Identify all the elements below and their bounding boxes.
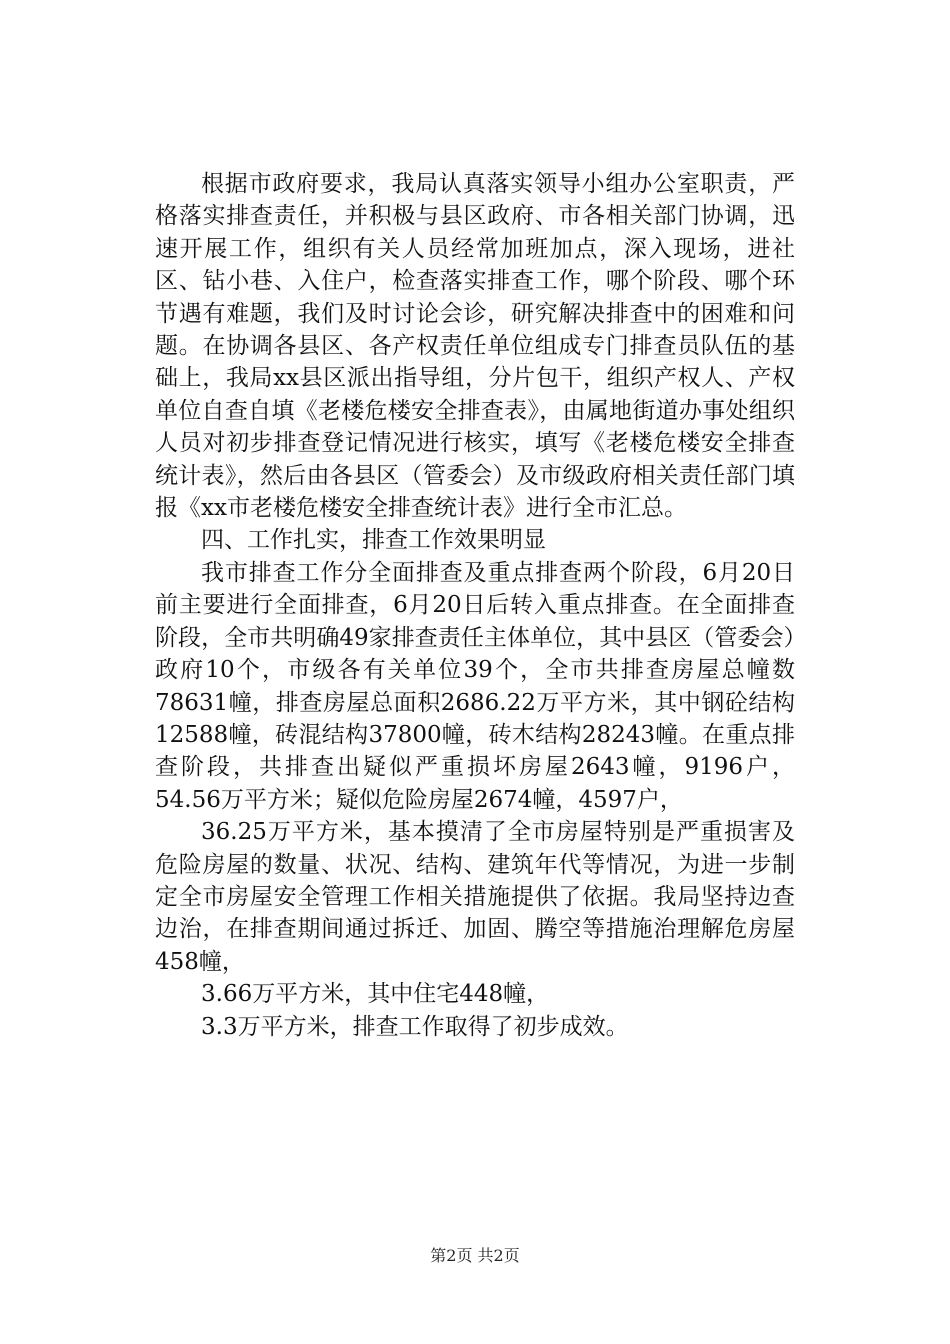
section-heading: 四、工作扎实，排查工作效果明显 (201, 527, 546, 554)
paragraph-results: 36.25万平方米，基本摸清了全市房屋特别是严重损害及危险房屋的数量、状况、结构、建筑年代等情况，为进一步制定全市房屋安全管理工作相关措施提供了依据。我局坚持边查边治，在排查期间通过拆迁、加固、腾空等措施治理解危房屋458幢， (155, 819, 795, 975)
paragraph-inspection-stages: 我市排查工作分全面排查及重点排查两个阶段，6月20日前主要进行全面排查，6月20日后转入重点排查。在全面排查阶段，全市共明确49家排查责任主体单位，其中县区（管委会）政府10个，市级各有关单位39个，全市共排查房屋总幢数78631幢，排查房屋总面积2686.22万平方米，其中钢砼结构12588幢，砖混结构37800幢，砖木结构28243幢。在重点排查阶段，共排查出疑似严重损坏房屋2643幢，9196户，54.56万平方米；疑似危险房屋2674幢，4597户， (155, 559, 795, 813)
paragraph-coordination: 根据市政府要求，我局认真落实领导小组办公室职责，严格落实排查责任，并积极与县区政府、市各相关部门协调，迅速开展工作，组织有关人员经常加班加点，深入现场，进社区、钻小巷、入住户，检查落实排查工作，哪个阶段、哪个环节遇有难题，我们及时讨论会诊，研究解决排查中的困难和问题。在协调各县区、各产权责任单位组成专门排查员队伍的基础上，我局xx县区派出指导组，分片包干，组织产权人、产权单位自查自填《老楼危楼安全排查表》，由属地街道办事处组织人员对初步排查登记情况进行核实，填写《老楼危楼安全排查统计表》，然后由各县区（管委会）及市级政府相关责任部门填报《xx市老楼危楼安全排查统计表》进行全市汇总。 (155, 171, 795, 522)
page-number-footer: 第2页 共2页 (430, 1246, 520, 1265)
paragraph-residential: 3.66万平方米，其中住宅448幢， (201, 981, 550, 1008)
document-body (155, 168, 795, 1043)
paragraph-conclusion: 3.3万平方米，排查工作取得了初步成效。 (201, 1013, 629, 1040)
